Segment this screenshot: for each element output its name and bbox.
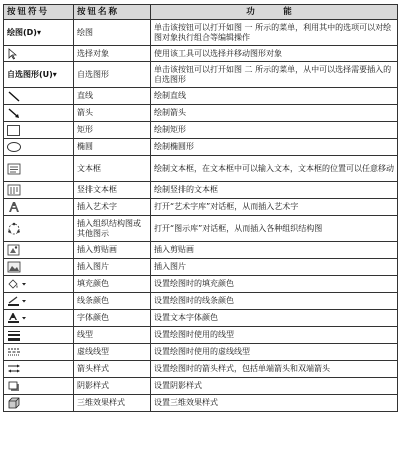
function-cell: 设置绘图时的线条颜色 bbox=[151, 293, 398, 310]
function-cell: 打开“图示库”对话框，从而插入各种组织结构图 bbox=[151, 216, 398, 242]
function-cell: 插入图片 bbox=[151, 259, 398, 276]
name-cell: 文本框 bbox=[74, 156, 151, 182]
oval-icon bbox=[7, 142, 21, 152]
arrow-icon bbox=[7, 107, 21, 119]
table-row bbox=[4, 361, 398, 378]
clipart-icon bbox=[7, 244, 21, 256]
name-cell: 阴影样式 bbox=[74, 378, 151, 395]
table-row bbox=[4, 293, 398, 310]
table-row bbox=[4, 156, 398, 182]
rectangle-icon bbox=[7, 125, 20, 136]
name-cell: 矩形 bbox=[74, 122, 151, 139]
name-cell: 椭圆 bbox=[74, 139, 151, 156]
symbol-cell bbox=[4, 139, 74, 156]
name-cell: 插入艺术字 bbox=[74, 199, 151, 216]
function-cell: 打开“艺术字库”对话框，从而插入艺术字 bbox=[151, 199, 398, 216]
name-cell: 直线 bbox=[74, 88, 151, 105]
function-cell: 设置三维效果样式 bbox=[151, 395, 398, 412]
symbol-cell bbox=[4, 310, 74, 327]
table-row bbox=[4, 395, 398, 412]
line-icon bbox=[7, 90, 21, 102]
table-row bbox=[4, 276, 398, 293]
table-header-row bbox=[4, 5, 398, 20]
header-name: 按钮名称 bbox=[74, 5, 151, 20]
table-row bbox=[4, 242, 398, 259]
table-row bbox=[4, 62, 398, 88]
name-cell: 三维效果样式 bbox=[74, 395, 151, 412]
function-cell: 单击该按钮可以打开如图 一 所示的菜单，利用其中的选项可以对绘图对象执行组合等编辑操作 bbox=[151, 20, 398, 46]
symbol-cell bbox=[4, 293, 74, 310]
name-cell: 选择对象 bbox=[74, 46, 151, 62]
function-cell: 绘制箭头 bbox=[151, 105, 398, 122]
symbol-cell bbox=[4, 88, 74, 105]
toolbar-buttons-table bbox=[3, 4, 398, 412]
table-row bbox=[4, 310, 398, 327]
header-symbol: 按钮符号 bbox=[4, 5, 74, 20]
name-cell: 箭头 bbox=[74, 105, 151, 122]
table-row bbox=[4, 378, 398, 395]
name-cell: 插入剪贴画 bbox=[74, 242, 151, 259]
name-cell: 绘图 bbox=[74, 20, 151, 46]
name-cell: 填充颜色 bbox=[74, 276, 151, 293]
diagram-icon bbox=[7, 222, 21, 236]
function-cell: 绘制文本框，在文本框中可以输入文本，文本框的位置可以任意移动 bbox=[151, 156, 398, 182]
shadow-style-icon bbox=[7, 380, 21, 392]
fill-color-icon bbox=[7, 278, 29, 290]
table-row bbox=[4, 20, 398, 46]
symbol-cell bbox=[4, 361, 74, 378]
symbol-cell bbox=[4, 20, 74, 46]
header-function: 功 能 bbox=[151, 5, 398, 20]
symbol-cell bbox=[4, 327, 74, 344]
table-row bbox=[4, 216, 398, 242]
symbol-cell bbox=[4, 216, 74, 242]
symbol-cell bbox=[4, 259, 74, 276]
function-cell: 绘制矩形 bbox=[151, 122, 398, 139]
dash-style-icon bbox=[7, 346, 21, 358]
symbol-cell bbox=[4, 344, 74, 361]
autoshapes-menu-icon: 自选图形(U)▾ bbox=[7, 69, 57, 79]
function-cell: 使用该工具可以选择并移动图形对象 bbox=[151, 46, 398, 62]
table-row bbox=[4, 88, 398, 105]
table-row bbox=[4, 139, 398, 156]
symbol-cell bbox=[4, 199, 74, 216]
function-cell: 设置绘图时使用的线型 bbox=[151, 327, 398, 344]
table-row bbox=[4, 344, 398, 361]
draw-menu-icon: 绘图(D)▾ bbox=[7, 27, 41, 37]
table-row bbox=[4, 199, 398, 216]
name-cell: 箭头样式 bbox=[74, 361, 151, 378]
function-cell: 设置阴影样式 bbox=[151, 378, 398, 395]
symbol-cell bbox=[4, 156, 74, 182]
3d-style-icon bbox=[7, 397, 21, 409]
function-cell: 绘制直线 bbox=[151, 88, 398, 105]
symbol-cell bbox=[4, 182, 74, 199]
textbox-icon bbox=[7, 163, 21, 175]
table-row bbox=[4, 105, 398, 122]
picture-icon bbox=[7, 261, 21, 273]
name-cell: 线型 bbox=[74, 327, 151, 344]
font-color-icon bbox=[7, 312, 29, 324]
table-row bbox=[4, 182, 398, 199]
function-cell: 设置文本字体颜色 bbox=[151, 310, 398, 327]
function-cell: 插入剪贴画 bbox=[151, 242, 398, 259]
symbol-cell bbox=[4, 62, 74, 88]
function-cell: 设置绘图时的箭头样式，包括单端箭头和双端箭头 bbox=[151, 361, 398, 378]
function-cell: 设置绘图时使用的虚线线型 bbox=[151, 344, 398, 361]
wordart-icon bbox=[7, 201, 21, 213]
name-cell: 字体颜色 bbox=[74, 310, 151, 327]
name-cell: 插入组织结构图或其他图示 bbox=[74, 216, 151, 242]
pointer-arrow-icon bbox=[7, 48, 17, 60]
name-cell: 竖排文本框 bbox=[74, 182, 151, 199]
symbol-cell bbox=[4, 46, 74, 62]
function-cell: 绘制竖排的文本框 bbox=[151, 182, 398, 199]
line-color-icon bbox=[7, 295, 29, 307]
symbol-cell bbox=[4, 122, 74, 139]
name-cell: 线条颜色 bbox=[74, 293, 151, 310]
function-cell: 单击该按钮可以打开如图 二 所示的菜单，从中可以选择需要插入的自选图形 bbox=[151, 62, 398, 88]
table-row bbox=[4, 259, 398, 276]
name-cell: 虚线线型 bbox=[74, 344, 151, 361]
function-cell: 绘制椭圆形 bbox=[151, 139, 398, 156]
symbol-cell bbox=[4, 242, 74, 259]
name-cell: 自选图形 bbox=[74, 62, 151, 88]
table-row bbox=[4, 46, 398, 62]
function-cell: 设置绘图时的填充颜色 bbox=[151, 276, 398, 293]
vertical-textbox-icon bbox=[7, 184, 21, 196]
symbol-cell bbox=[4, 378, 74, 395]
symbol-cell bbox=[4, 105, 74, 122]
table-row bbox=[4, 327, 398, 344]
arrow-style-icon bbox=[7, 363, 21, 375]
name-cell: 插入图片 bbox=[74, 259, 151, 276]
table-row bbox=[4, 122, 398, 139]
symbol-cell bbox=[4, 276, 74, 293]
line-style-icon bbox=[7, 329, 21, 341]
symbol-cell bbox=[4, 395, 74, 412]
